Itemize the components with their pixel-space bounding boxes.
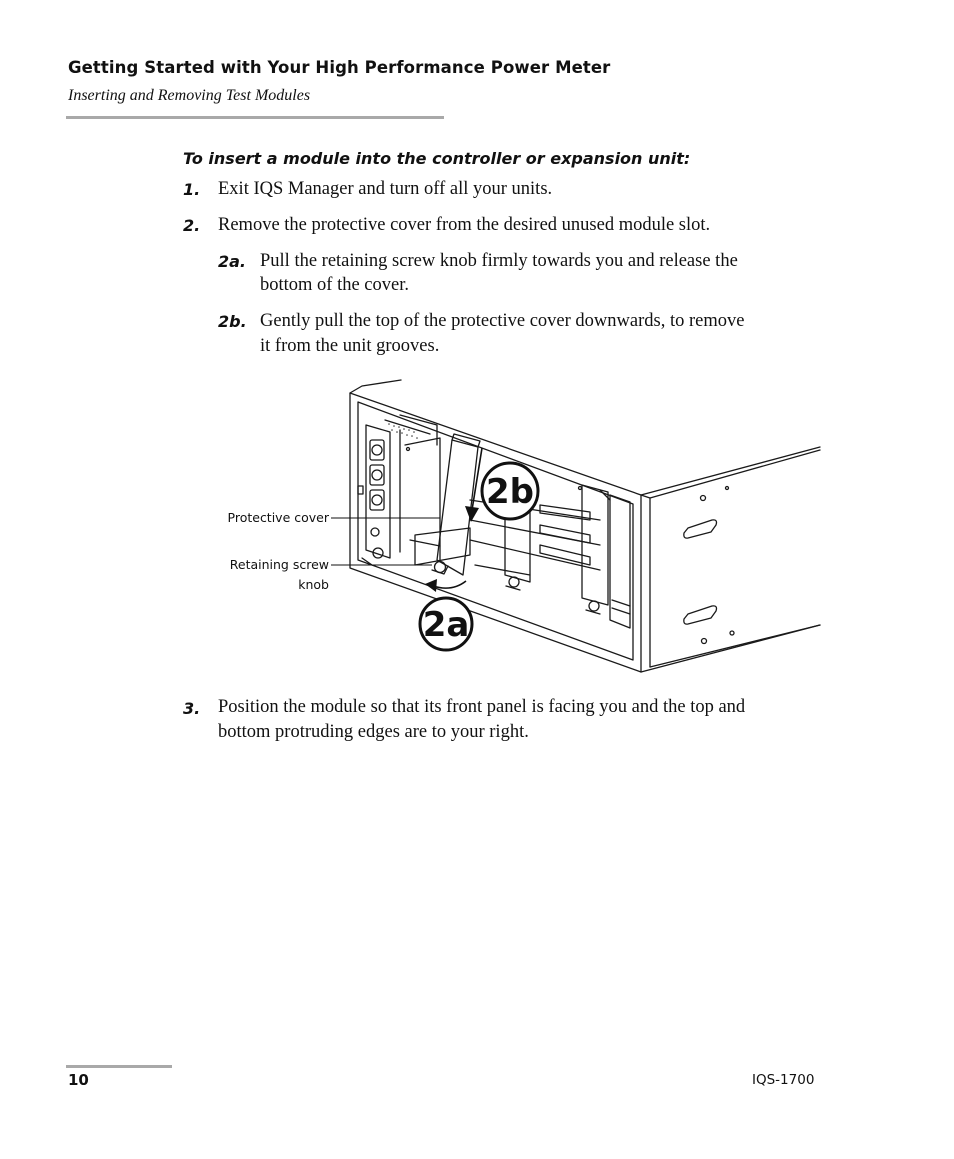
step-2a-marker-label: 2a bbox=[422, 605, 470, 645]
step-1-number: 1. bbox=[183, 180, 201, 199]
step-2a-text-line-2: bottom of the cover. bbox=[260, 275, 409, 295]
step-2-number: 2. bbox=[183, 216, 201, 235]
step-2a-arrow bbox=[425, 579, 466, 592]
retaining-screw-knob-callout-line-1: Retaining screw bbox=[229, 557, 329, 572]
header-rule bbox=[66, 116, 444, 119]
step-2b-number: 2b. bbox=[218, 312, 247, 331]
protective-cover-callout: Protective cover bbox=[227, 510, 329, 525]
step-3-text-line-2: bottom protruding edges are to your right. bbox=[218, 722, 529, 742]
step-2-text: Remove the protective cover from the desired unused module slot. bbox=[218, 215, 711, 235]
module-slot-illustration bbox=[215, 375, 825, 680]
step-2b-marker-label: 2b bbox=[486, 472, 534, 512]
document-id: IQS-1700 bbox=[752, 1072, 815, 1088]
step-2a-text-line-1: Pull the retaining screw knob firmly towards you and release the bbox=[260, 251, 738, 271]
retaining-screw-knob-callout-line-2: knob bbox=[298, 577, 329, 592]
step-3-text-line-1: Position the module so that its front panel is facing you and the top and bbox=[218, 697, 746, 717]
step-2b-text-line-1: Gently pull the top of the protective cover downwards, to remove bbox=[260, 311, 745, 331]
page-number: 10 bbox=[68, 1071, 89, 1089]
step-1-text: Exit IQS Manager and turn off all your units. bbox=[218, 179, 553, 199]
footer-rule bbox=[66, 1065, 172, 1068]
running-header-title: Getting Started with Your High Performance Power Meter bbox=[68, 58, 611, 77]
procedure-heading: To insert a module into the controller or expansion unit: bbox=[183, 149, 691, 168]
step-2a-number: 2a. bbox=[218, 252, 247, 271]
step-2b-text-line-2: it from the unit grooves. bbox=[260, 336, 440, 356]
step-3-number: 3. bbox=[183, 699, 201, 718]
running-header-subtitle: Inserting and Removing Test Modules bbox=[68, 87, 311, 104]
